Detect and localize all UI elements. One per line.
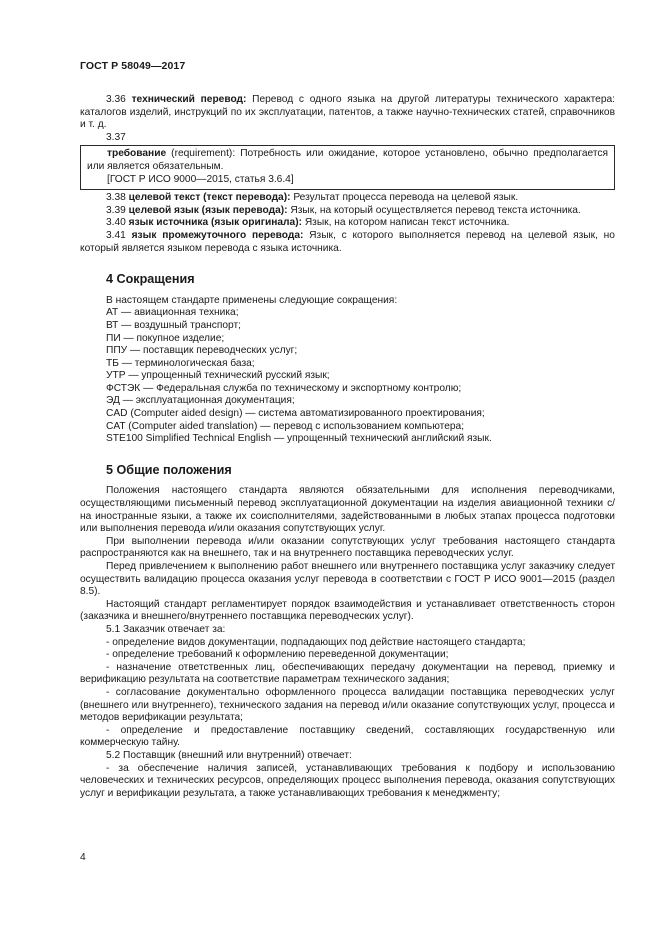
- document-header: ГОСТ Р 58049—2017: [80, 60, 186, 72]
- term-paragraph: [80, 192, 615, 205]
- term-paragraph: [80, 205, 615, 218]
- abbreviations-intro: В настоящем стандарте применены следующие сокращения:: [106, 294, 398, 306]
- term-name: целевой язык (язык перевода):: [128, 204, 288, 216]
- page-content: [80, 94, 615, 800]
- term-paragraph: [80, 132, 615, 145]
- customer-item: - определение требований к оформлению переведенной документации;: [106, 649, 449, 661]
- customer-item: - назначение ответственных лиц, обеспечивающих передачу документации на перевод, приемку и верификацию результата на соответствие параметрам технического задания;: [80, 661, 615, 686]
- term-definition: Язык, с которого выполняется перевод на целевой язык, но который является языком перевода с языка источника.: [80, 229, 615, 254]
- term-name: целевой текст (текст перевода):: [128, 192, 291, 204]
- term-name: технический перевод:: [131, 94, 247, 105]
- term-definition: Результат процесса перевода на целевой язык.: [290, 192, 519, 204]
- body-paragraph: Перед привлечением к выполнению работ внешнего или внутреннего поставщика услуг заказчику следует осуществить валидацию процесса оказания услуг перевода в соответствии с ГОСТ Р ИСО 9001—2015 (раздел 8.5).: [80, 561, 615, 598]
- customer-item: - определение и предоставление поставщику сведений, составляющих государственную или коммерческую тайну.: [80, 724, 615, 749]
- section-4-title: 4 Сокращения: [106, 272, 195, 287]
- term-paragraph: [80, 230, 615, 255]
- page-number: 4: [80, 852, 86, 863]
- abbreviation-item: STE100 Simplified Technical English — упрощенный технический английский язык.: [106, 433, 492, 445]
- section-5-title: 5 Общие положения: [106, 462, 232, 477]
- body-paragraph: Положения настоящего стандарта являются обязательными для исполнения переводчиками, осуществляющими письменный перевод эксплуатационной документации на изделия авиационной техники с/на иностранные языки, а также их соисполнителями, задействованными в любых этапах процесса подготовки или выполнения перевода и/или оказания сопутствующих услуг.: [80, 485, 615, 535]
- supplier-item: - за обеспечение наличия записей, устанавливающих требования к подбору и использованию человеческих и технических ресурсов, определяющих процесс выполнения перевода, оказания сопутствующих услуг и верификации результата, а также устанавливающих требования к менеджменту;: [80, 762, 615, 799]
- body-paragraph: При выполнении перевода и/или оказании сопутствующих услуг требования настоящего стандарта распространяются как на внешнего, так и на внутреннего поставщика переводческих услуг.: [80, 535, 615, 560]
- term-reference-box: [80, 145, 615, 190]
- body-paragraph: 5.2 Поставщик (внешний или внутренний) отвечает:: [106, 749, 352, 761]
- abbreviation-item: АТ — авиационная техника;: [106, 307, 239, 319]
- abbreviation-item: ВТ — воздушный транспорт;: [106, 319, 241, 331]
- term-number: 3.38: [106, 192, 126, 204]
- abbreviation-item: ТБ — терминологическая база;: [106, 357, 255, 369]
- abbreviation-item: CAD (Computer aided design) — система автоматизированного проектирования;: [106, 408, 485, 420]
- term-definition: Перевод с одного языка на другой литературы технического характера: каталогов изделий, инструкций по их эксплуатации, патентов, а также научно-технических статей, справочников и т. д.: [80, 94, 615, 131]
- term-definition: (requirement): Потребность или ожидание, которое установлено, обычно предполагается или является обязательным.: [87, 148, 608, 172]
- term-number: 3.39: [106, 204, 126, 216]
- abbreviation-item: УТР — упрощенный технический русский язык;: [106, 370, 330, 382]
- customer-item: - определение видов документации, подпадающих под действие настоящего стандарта;: [106, 636, 526, 648]
- term-number: 3.41: [106, 229, 126, 241]
- body-paragraph: 5.1 Заказчик отвечает за:: [106, 623, 226, 635]
- term-number: 3.37: [106, 131, 126, 143]
- term-name: язык источника (язык оригинала):: [128, 217, 302, 229]
- term-paragraph: [80, 217, 615, 230]
- term-name: требование: [107, 148, 167, 160]
- abbreviation-item: ЭД — эксплуатационная документация;: [106, 395, 295, 407]
- term-number: 3.40: [106, 217, 126, 229]
- abbreviation-item: ППУ — поставщик переводческих услуг;: [106, 345, 298, 357]
- term-paragraph: [87, 148, 608, 173]
- term-name: язык промежуточного перевода:: [131, 229, 304, 241]
- term-source: [ГОСТ Р ИСО 9000—2015, статья 3.6.4]: [107, 173, 294, 185]
- abbreviation-item: ПИ — покупное изделие;: [106, 332, 225, 344]
- term-definition: Язык, на который осуществляется перевод текста источника.: [287, 204, 581, 216]
- term-definition: Язык, на котором написан текст источника.: [301, 217, 510, 229]
- body-paragraph: Настоящий стандарт регламентирует порядок взаимодействия и устанавливает ответственность сторон (заказчика и внешнего/внутреннего поставщика переводческих услуг).: [80, 598, 615, 623]
- term-paragraph: [80, 94, 615, 132]
- term-number: 3.36: [106, 94, 126, 105]
- abbreviations-list: [80, 295, 615, 446]
- abbreviation-item: ФСТЭК — Федеральная служба по техническому и экспортному контролю;: [106, 382, 462, 394]
- customer-item: - согласование документально оформленного процесса валидации поставщика переводческих услуг (внешнего или внутреннего), технического задания на перевод и/или оказание сопутствующих услуг, процесса и методов верификации результата;: [80, 686, 615, 724]
- abbreviation-item: CAT (Computer aided translation) — перевод с использованием компьютера;: [106, 420, 465, 432]
